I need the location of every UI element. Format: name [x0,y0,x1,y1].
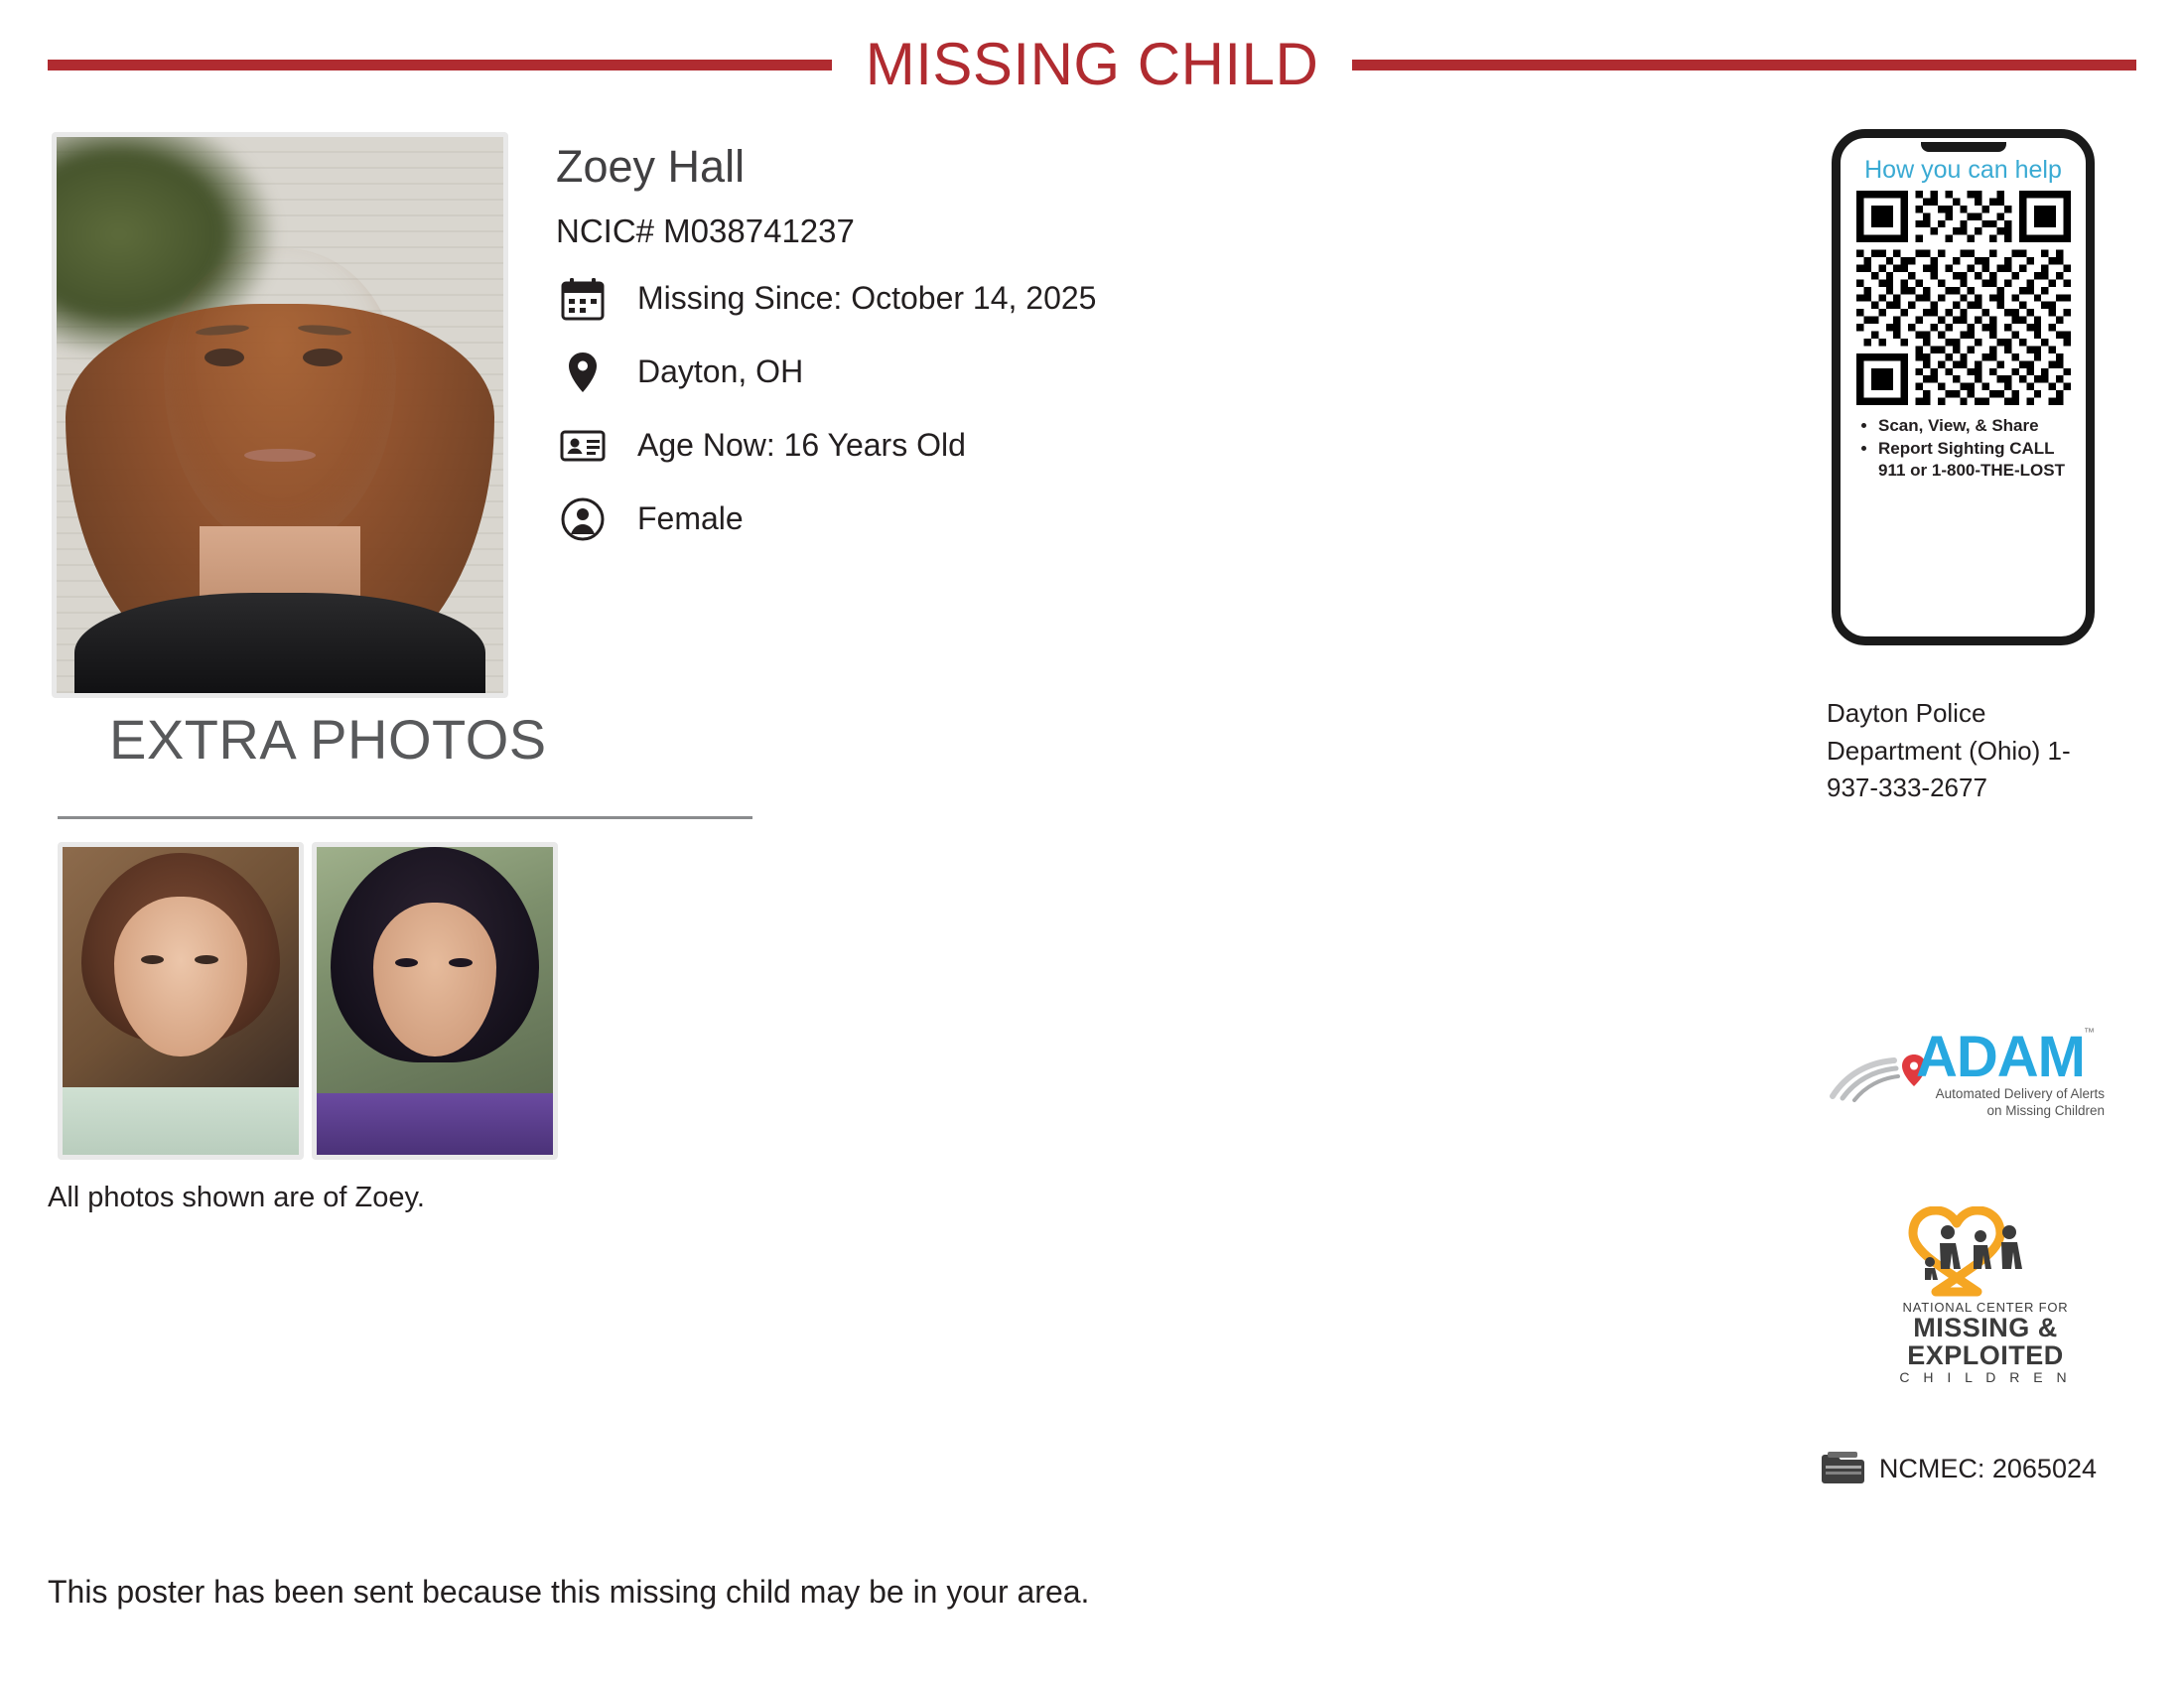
fact-location-text: Dayton, OH [637,353,804,390]
person-icon [556,492,610,546]
phone-notch [1921,142,2006,152]
fact-missing-since [556,269,1797,329]
extra-photos-title: EXTRA PHOTOS [109,708,547,771]
id-card-icon [556,419,610,473]
agency-contact: Dayton Police Department (Ohio) 1-937-333-2677 [1827,698,2071,803]
fact-age-text: Age Now: 16 Years Old [637,427,966,464]
extra-photo-2 [312,842,558,1160]
extra-photos-note: All photos shown are of Zoey. [48,1182,425,1213]
adam-tagline-line1: Automated Delivery of Alerts [1935,1086,2105,1101]
footer-note: This poster has been sent because this missing child may be in your area. [48,1574,1090,1610]
help-bullet-2: • Report Sighting CALL 911 or 1-800-THE-LOST [1878,438,2074,481]
page-title: MISSING CHILD [865,31,1319,97]
folder-icon [1820,1450,1865,1487]
adam-trademark: ™ [2084,1027,2095,1039]
fact-sex-text: Female [637,500,744,537]
ncic-number: NCIC# M038741237 [556,212,855,249]
map-pin-icon [556,346,610,399]
extra-photo-1 [58,842,304,1160]
qr-code[interactable] [1856,191,2071,405]
help-heading: How you can help [1864,156,2062,184]
ncmec-heart-figures-icon [1886,1206,2075,1298]
how-you-can-help-panel [1832,129,2095,645]
case-number [1820,1450,2097,1487]
ncmec-line1: NATIONAL CENTER FOR [1902,1300,2069,1315]
ncmec-line3: EXPLOITED [1907,1339,2064,1370]
adam-tagline [1916,1086,2105,1120]
help-bullets [1878,415,2074,481]
extra-photos-list [58,842,558,1160]
fact-age [556,416,1797,476]
primary-photo [52,132,508,698]
header-rule-right [1352,60,2136,70]
ncmec-line4: C H I L D R E N [1899,1369,2072,1386]
fact-sex [556,490,1797,549]
fact-location [556,343,1797,402]
adam-tagline-line2: on Missing Children [1986,1102,2105,1118]
ncmec-line2: MISSING & [1913,1313,2058,1342]
case-number-text: NCMEC: 2065024 [1878,1453,2097,1483]
help-bullet-1: • Scan, View, & Share [1878,415,2074,436]
ncmec-logo [1886,1206,2085,1385]
child-name: Zoey Hall [556,141,746,192]
calendar-icon [556,272,610,326]
adam-wordmark: ADAM [1916,1025,2085,1089]
extra-photos-divider [58,816,752,819]
fact-missing-since-text: Missing Since: October 14, 2025 [637,280,1097,317]
poster-header [48,30,2136,99]
child-details [556,141,1797,563]
header-rule-left [48,60,832,70]
adam-logo [1829,1023,2105,1132]
